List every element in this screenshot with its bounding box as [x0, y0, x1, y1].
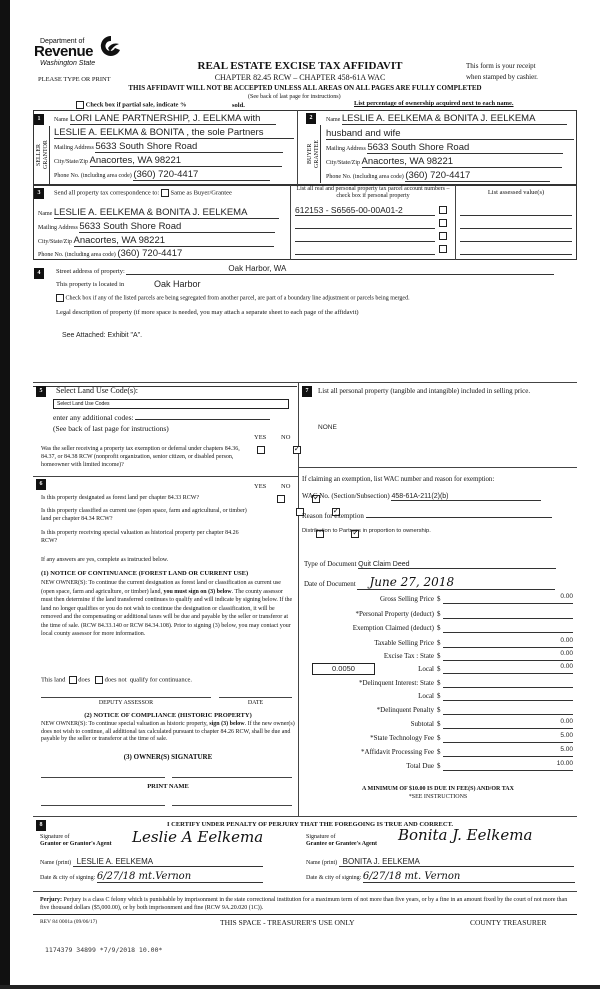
owner-signature-line-2[interactable] — [172, 777, 292, 778]
send-correspondence-label: Send all property tax correspondence to: Same as Buyer/Grantee — [54, 189, 232, 197]
county-treasurer: COUNTY TREASURER — [470, 918, 547, 927]
see-back-note: (See back of last page for instructions) — [248, 94, 341, 100]
affidavit-processing-fee[interactable]: 5.00 — [443, 746, 573, 757]
notice-continuance-title: (1) NOTICE OF CONTINUANCE (FOREST LAND OR CURRENT USE) — [41, 570, 249, 577]
tax-row: 0.0050 Local $ 0.00 — [304, 663, 576, 677]
section5-yes-header: YES — [254, 434, 267, 441]
tax-row: *Personal Property (deduct) $ — [304, 608, 576, 623]
partial-sale-sold: sold. — [232, 102, 245, 109]
additional-codes-input[interactable] — [135, 412, 270, 420]
doc-date-value[interactable]: June 27, 2018 — [357, 575, 555, 590]
wac-value[interactable]: 458-61A-211(2)(b) — [391, 493, 541, 501]
notice-compliance-text: NEW OWNER(S): To continue special valuation as historic property, sign (3) below. If the new owner(s) does not wish to continue, all additional tax calculated pursuant to chapter 84.26 RCW, shall be due and payable by the seller or transferor at the time of sale. — [41, 721, 295, 742]
corr-city[interactable]: Anacortes, WA 98221 — [74, 235, 274, 247]
buyer-phone[interactable]: (360) 720-4417 — [405, 170, 550, 182]
located-in-value[interactable]: Oak Harbor — [154, 279, 201, 289]
buyer-city-field: City/State/Zip Anacortes, WA 98221 — [326, 156, 574, 168]
seller-side-label: SELLER GRANTOR — [34, 126, 50, 184]
dor-logo — [22, 28, 142, 68]
excise-tax-state[interactable]: 0.00 — [443, 650, 573, 661]
personal-property-deduct[interactable] — [443, 608, 573, 619]
tax-row: Exemption Claimed (deduct) $ — [304, 622, 576, 637]
minimum-due-note: A MINIMUM OF $10.00 IS DUE IN FEE(S) AND/OR TAX — [362, 786, 514, 792]
corr-name-field: Name LESLIE A. EELKEMA & BONITA J. EELKEMA — [38, 207, 286, 219]
notice-continuance-text: NEW OWNER(S): To continue the current designation as forest land or classification as current use (open space, farm and agriculture, or timber) land, you must sign on (3) below. The county assessor must then determine if the land transferred continues to qualify and will indicate by signing below. If the land no longer qualifies or you do not wish to continue the designation or classification, it will be removed and the compensating or additional taxes will be due and payable by the seller or transferor at the time of sale. (RCW 84.33.140 or RCW 84.34.108). Prior to signing (3) below, you may contact your local county assessor for more information. — [41, 580, 293, 637]
local-rate-box[interactable]: 0.0050 — [312, 663, 375, 675]
tax-table — [304, 593, 576, 774]
section-7-number: 7 — [302, 386, 312, 397]
same-as-buyer-checkbox[interactable] — [161, 189, 169, 197]
section5-no-checkbox[interactable] — [293, 446, 301, 454]
see-instructions-note: *SEE INSTRUCTIONS — [408, 794, 468, 800]
grantee-date-field: Date & city of signing: 6/27/18 mt. Vernon — [306, 871, 575, 883]
buyer-name-line2[interactable]: husband and wife — [326, 128, 574, 140]
print-name-line-1[interactable] — [41, 805, 165, 806]
deputy-assessor-label: DEPUTY ASSESSOR — [98, 700, 154, 706]
receipt-note-2: when stamped by cashier. — [466, 73, 538, 81]
located-in-label: This property is located in — [56, 281, 125, 288]
buyer-name-field: Name LESLIE A. EELKEMA & BONITA J. EELKEMA — [326, 113, 574, 125]
gross-selling-price[interactable]: 0.00 — [443, 593, 573, 604]
section-5-number: 5 — [36, 386, 46, 397]
tax-row: *Delinquent Interest: State $ — [304, 677, 576, 691]
legal-description-value[interactable]: See Attached: Exhibit "A". — [62, 332, 143, 339]
if-yes-note: If any answers are yes, complete as instructed below. — [41, 557, 169, 563]
seller-name-line2[interactable]: LESLIE A. EELKMA & BONITA , the sole Partners — [54, 127, 294, 139]
additional-codes-field: enter any additional codes: — [53, 412, 270, 422]
does-qualify-checkbox[interactable] — [69, 676, 77, 684]
grantor-signature[interactable]: Leslie A Eelkema — [132, 828, 264, 846]
tax-row: Excise Tax : State $ 0.00 — [383, 649, 573, 660]
legal-description-label: Legal description of property (if more space is needed, you may attach a separate sheet to each page of the affidavit) — [56, 309, 359, 316]
exemption-question: Was the seller receiving a property tax exemption or deferral under chapters 84.36, 84.37, or 84.38 RCW (nonprofit organization, senior citizen, or disabled person, homeowner with limited income)? — [41, 446, 240, 468]
parcel-account[interactable] — [295, 218, 435, 229]
notice-compliance-title: (2) NOTICE OF COMPLIANCE (HISTORIC PROPERTY) — [84, 712, 252, 719]
tax-row: *Delinquent Penalty $ — [304, 704, 576, 718]
parcel-row — [295, 244, 452, 257]
delinquent-penalty[interactable] — [443, 704, 573, 715]
section-4-number: 4 — [34, 268, 44, 279]
continuance-qualify-field: This land does does not qualify for continuance. — [41, 676, 193, 684]
parcel-row — [295, 205, 452, 218]
certify-statement: I CERTIFY UNDER PENALTY OF PERJURY THAT THE FOREGOING IS TRUE AND CORRECT. — [166, 821, 453, 828]
exemption-claimed[interactable] — [443, 622, 573, 633]
doc-date-field: Date of Document June 27, 2018 — [304, 575, 555, 590]
grantee-name[interactable]: BONITA J. EELKEMA — [339, 857, 574, 867]
delinquent-interest-state[interactable] — [443, 677, 573, 688]
corr-phone[interactable]: (360) 720-4417 — [117, 248, 252, 260]
tax-row: Total Due $ 10.00 — [406, 759, 573, 770]
reason-field: Reason for exemption — [302, 510, 552, 520]
seller-city-field: City/State/Zip Anacortes, WA 98221 — [54, 155, 294, 167]
deputy-assessor-sig-line[interactable] — [41, 697, 211, 698]
subtotal[interactable]: 0.00 — [443, 718, 573, 729]
logo-line1: Department of — [40, 38, 85, 45]
parcel-account[interactable] — [295, 231, 435, 242]
corr-city-field: City/State/Zip Anacortes, WA 98221 — [38, 235, 286, 247]
tax-row: Local $ — [304, 690, 576, 704]
personal-property-checkbox[interactable] — [439, 245, 447, 253]
parcel-list — [295, 205, 452, 257]
partial-sale-checkbox[interactable] — [76, 101, 84, 109]
parcel-header: List all real and personal property tax parcel account numbers – check box if personal property — [296, 186, 450, 199]
grantee-date-city[interactable]: 6/27/18 mt. Vernon — [363, 871, 575, 883]
seller-name-line1[interactable]: LORI LANE PARTNERSHIP, J. EELKMA with — [70, 113, 276, 125]
section-1-number: 1 — [34, 114, 44, 125]
excise-tax-local[interactable]: 0.00 — [443, 663, 573, 674]
logo-line3: Washington State — [40, 60, 96, 67]
assessed-header: List assessed value(s) — [487, 189, 545, 196]
corr-address-field: Mailing Address 5633 South Shore Road — [38, 221, 286, 233]
taxable-selling-price[interactable]: 0.00 — [443, 637, 573, 648]
tax-row: *Affidavit Processing Fee $ 5.00 — [361, 745, 573, 756]
doc-type-field: Type of Document Quit Claim Deed — [304, 560, 556, 569]
assessed-value[interactable] — [460, 205, 572, 216]
forest-land-question: Is this property designated as forest land per chapter 84.33 RCW? — [41, 495, 200, 501]
doc-type-value[interactable]: Quit Claim Deed — [358, 561, 556, 569]
seller-address[interactable]: 5633 South Shore Road — [95, 141, 283, 153]
assessor-date-line[interactable] — [219, 697, 292, 698]
personal-property-checkbox[interactable] — [439, 232, 447, 240]
please-print: PLEASE TYPE OR PRINT — [38, 76, 111, 83]
owner-signature-line-1[interactable] — [41, 777, 165, 778]
seller-city[interactable]: Anacortes, WA 98221 — [90, 155, 282, 167]
section6-no-header: NO — [281, 483, 291, 490]
buyer-address-field: Mailing Address 5633 South Shore Road — [326, 142, 574, 154]
partial-sale-label: Check box if partial sale, indicate % — [76, 101, 187, 109]
historical-question: Is this property receiving special valuation as historical property per chapter 84.26 RCW? — [41, 530, 239, 544]
assessed-list — [460, 205, 572, 257]
personal-property-value[interactable]: NONE — [318, 424, 337, 431]
section-8-number: 8 — [36, 820, 46, 831]
ownership-note: List percentage of ownership acquired next to each name. — [354, 100, 514, 107]
form-id: REV 84 0001a (09/06/17) — [40, 919, 98, 925]
reason-value[interactable]: Distribution to Partners in proportion to ownership. — [302, 528, 431, 534]
grantor-signature-label: Signature of Grantor or Grantor's Agent — [40, 834, 112, 847]
street-address-field: Street address of property: Oak Harbor, WA — [56, 266, 576, 275]
current-use-question: Is this property classified as current use (open space, farm and agricultural, or timber) land per chapter 84.34 RCW? — [41, 508, 247, 522]
personal-property-label: List all personal property (tangible and intangible) included in selling price. — [318, 387, 531, 395]
section5-no-header: NO — [281, 434, 291, 441]
segregated-checkbox[interactable] — [56, 294, 64, 302]
section-3-number: 3 — [34, 188, 44, 199]
buyer-phone-field: Phone No. (including area code) (360) 720-4417 — [326, 170, 574, 182]
tax-row: Gross Selling Price $ 0.00 — [379, 593, 573, 603]
treasurer-stamp: 1174379 34899 *7/9/2018 10.00* — [45, 946, 163, 954]
wac-field: WAC No. (Section/Subsection) 458-61A-211(2)(b) — [302, 492, 541, 501]
parcel-account[interactable]: 612153 - S6565-00-00A01-2 — [295, 205, 435, 216]
perjury-notice: Perjury: Perjury is a class C felony which is punishable by imprisonment in the state correctional institution for a maximum term of not more than five years, or by a fine in an amount fixed by the court of not more than five thousand dollars ($5,000.00), or by both imprisonment and fine (RCW 9A.20.020 (1C)). — [40, 897, 568, 911]
parcel-account[interactable] — [295, 244, 435, 255]
form-title: REAL ESTATE EXCISE TAX AFFIDAVIT — [197, 60, 403, 72]
buyer-name-line1[interactable]: LESLIE A. EELKEMA & BONITA J. EELKEMA — [342, 113, 567, 125]
receipt-note-1: This form is your receipt — [466, 62, 536, 70]
grantee-signature-label: Signature of Grantee or Grantee's Agent — [306, 834, 378, 847]
section6-yes-header: YES — [254, 483, 267, 490]
assessed-value[interactable] — [460, 218, 572, 229]
seller-phone-field: Phone No. (including area code) (360) 720-4417 — [54, 169, 294, 181]
seller-address-field: Mailing Address 5633 South Shore Road — [54, 141, 294, 153]
buyer-side-label: BUYER GRANTEE — [305, 125, 321, 183]
warning-text: THIS AFFIDAVIT WILL NOT BE ACCEPTED UNLESS ALL AREAS ON ALL PAGES ARE FULLY COMPLETED — [128, 84, 482, 92]
grantor-name[interactable]: LESLIE A. EELKEMA — [73, 857, 263, 867]
scan-edge — [0, 0, 10, 989]
buyer-address[interactable]: 5633 South Shore Road — [367, 142, 563, 154]
state-technology-fee[interactable]: 5.00 — [443, 732, 573, 743]
dor-logo-icon — [100, 34, 122, 58]
grantor-date-field: Date & city of signing: 6/27/18 mt.Vernon — [40, 871, 263, 883]
personal-property-checkbox[interactable] — [439, 219, 447, 227]
treasurer-use-only: THIS SPACE - TREASURER'S USE ONLY — [220, 918, 355, 927]
tax-row: Subtotal $ 0.00 — [410, 717, 573, 728]
segregated-field: Check box if any of the listed parcels are being segregated from another parcel, are part of a boundary line adjustment or parcels being merged. — [56, 294, 576, 302]
tax-row: *State Technology Fee $ 5.00 — [370, 731, 573, 742]
section5-yes-checkbox[interactable] — [257, 446, 265, 454]
seller-name-field: Name LORI LANE PARTNERSHIP, J. EELKMA with — [54, 113, 294, 125]
tax-row: Taxable Selling Price $ 0.00 — [374, 636, 573, 647]
land-use-select[interactable]: Select Land Use Codes — [53, 399, 289, 409]
forest-yes-checkbox[interactable] — [277, 495, 285, 503]
buyer-city[interactable]: Anacortes, WA 98221 — [362, 156, 562, 168]
does-not-qualify-checkbox[interactable] — [95, 676, 103, 684]
scan-bottom-edge — [0, 985, 600, 989]
total-due[interactable]: 10.00 — [443, 760, 573, 771]
corr-phone-field: Phone No. (including area code) (360) 720-4417 — [38, 248, 286, 260]
owner-signature-title: (3) OWNER(S) SIGNATURE — [123, 753, 213, 761]
seller-phone[interactable]: (360) 720-4417 — [133, 169, 270, 181]
delinquent-interest-local[interactable] — [443, 690, 573, 701]
form-subtitle: CHAPTER 82.45 RCW – CHAPTER 458-61A WAC — [214, 73, 386, 82]
logo-line2: Revenue — [34, 43, 94, 60]
grantee-name-field: Name (print) BONITA J. EELKEMA — [306, 857, 574, 867]
corr-name[interactable]: LESLIE A. EELKEMA & BONITA J. EELKEMA — [54, 207, 279, 219]
section-2-number: 2 — [306, 113, 316, 124]
claim-exemption-label: If claiming an exemption, list WAC number and reason for exemption: — [302, 476, 495, 483]
assessed-value[interactable] — [460, 244, 572, 255]
section-6-number: 6 — [36, 479, 46, 490]
section5-see-back: (See back of last page for instructions) — [53, 424, 169, 433]
land-use-title: Select Land Use Code(s): — [56, 386, 138, 395]
parcel-row — [295, 218, 452, 231]
print-name-line-2[interactable] — [172, 805, 292, 806]
corr-address[interactable]: 5633 South Shore Road — [79, 221, 275, 233]
street-address[interactable]: Oak Harbor, WA — [228, 264, 287, 273]
assessed-value[interactable] — [460, 231, 572, 242]
parcel-row — [295, 231, 452, 244]
date-label: DATE — [247, 700, 264, 706]
grantor-name-field: Name (print) LESLIE A. EELKEMA — [40, 857, 263, 867]
personal-property-checkbox[interactable] — [439, 206, 447, 214]
grantee-signature[interactable]: Bonita J. Eelkema — [398, 826, 533, 844]
grantor-date-city[interactable]: 6/27/18 mt.Vernon — [97, 871, 263, 883]
print-name-label: PRINT NAME — [147, 783, 189, 790]
